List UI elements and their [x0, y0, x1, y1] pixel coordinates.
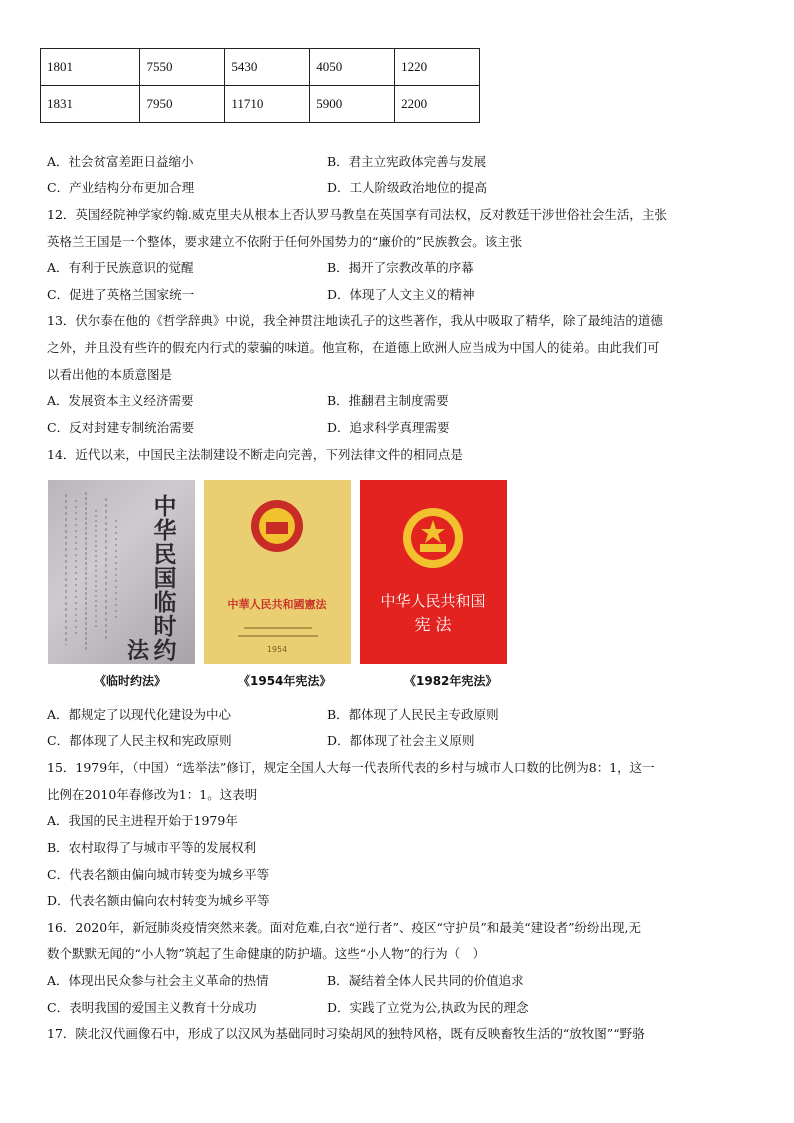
provisional-constitution-title-char: 民: [153, 541, 177, 568]
q11-options-row-1: [47, 153, 747, 171]
q13-stem-line-1: 13．伏尔泰在他的《哲学辞典》中说，我全神贯注地读孔子的这些著作，我从中吸取了精华，除了最纯洁的道德: [47, 313, 663, 328]
provisional-constitution-title-char: 约: [153, 637, 177, 664]
q12-option-c[interactable]: C．促进了英格兰国家统一: [47, 287, 195, 302]
table-row: [41, 49, 480, 86]
q14-option-b[interactable]: B．都体现了人民民主专政原则: [327, 707, 499, 722]
constitution-1982-subtitle: 宪 法: [414, 615, 452, 634]
q13-option-d[interactable]: D．追求科学真理需要: [327, 420, 450, 435]
table-cell: 4050: [310, 49, 395, 86]
q12-option-a[interactable]: A．有利于民族意识的觉醒: [47, 260, 194, 275]
table-cell: 1831: [41, 86, 140, 123]
provisional-constitution-title-char: 临: [153, 589, 177, 616]
q12-options-row-2: [47, 286, 747, 304]
q13-option-b[interactable]: B．推翻君主制度需要: [327, 393, 449, 408]
constitution-1954-graphic: [204, 480, 351, 664]
constitution-1954-image: [204, 480, 351, 664]
q11-option-d[interactable]: D．工人阶级政治地位的提高: [327, 180, 488, 195]
q11-option-b[interactable]: B．君主立宪政体完善与发展: [327, 154, 487, 169]
q12-stem-line-2: 英格兰王国是一个整体，要求建立不依附于任何外国势力的“廉价的”民族教会。该主张: [47, 234, 523, 249]
caption-constitution-1954: 《1954年宪法》: [238, 674, 332, 688]
q15-option-a[interactable]: A．我国的民主进程开始于1979年: [47, 813, 238, 828]
q11-option-a[interactable]: A．社会贫富差距日益缩小: [47, 154, 194, 169]
table-cell: 2200: [395, 86, 480, 123]
q16-stem-line-1: 16．2020年，新冠肺炎疫情突然来袭。面对危难,白衣“逆行者”、疫区“守护员”和最美“建设者”纷纷出现,无: [47, 920, 642, 935]
table-row: [41, 86, 480, 123]
caption-provisional-constitution: 《临时约法》: [94, 674, 167, 688]
constitution-1982-graphic: [360, 480, 507, 664]
q14-images: [48, 480, 508, 688]
q15-stem-line-1: 15．1979年，（中国）“选举法”修订，规定全国人大每一代表所代表的乡村与城市人口数的比例为8：1，这一: [47, 760, 655, 775]
constitution-1982-image: [360, 480, 507, 664]
q12-option-d[interactable]: D．体现了人文主义的精神: [327, 287, 475, 302]
table-cell: 11710: [225, 86, 310, 123]
q16-options-row-1: [47, 972, 747, 990]
table-cell: 7950: [140, 86, 225, 123]
q12-option-b[interactable]: B．揭开了宗教改革的序幕: [327, 260, 474, 275]
q11-option-c[interactable]: C．产业结构分布更加合理: [47, 180, 195, 195]
q11-options-row-2: [47, 179, 747, 197]
provisional-constitution-title-char: 时: [153, 613, 177, 640]
q16-option-d[interactable]: D．实践了立党为公,执政为民的理念: [327, 1000, 529, 1015]
q13-options-row-2: [47, 419, 747, 437]
table-cell: 7550: [140, 49, 225, 86]
q15-stem-line-2: 比例在2010年春修改为1：1。这表明: [47, 787, 258, 802]
q14-option-c[interactable]: C．都体现了人民主权和宪政原则: [47, 733, 232, 748]
q16-option-b[interactable]: B．凝结着全体人民共同的价值追求: [327, 973, 524, 988]
q13-option-c[interactable]: C．反对封建专制统治需要: [47, 420, 195, 435]
provisional-constitution-title-char: 国: [153, 565, 177, 592]
q16-option-c[interactable]: C．表明我国的爱国主义教育十分成功: [47, 1000, 257, 1015]
constitution-1982-title: 中华人民共和国: [380, 592, 486, 610]
q14-option-d[interactable]: D．都体现了社会主义原则: [327, 733, 475, 748]
q15-option-d[interactable]: D．代表名额由偏向农村转变为城乡平等: [47, 893, 270, 908]
table-cell: 1801: [41, 49, 140, 86]
q14-options-row-1: [47, 706, 747, 724]
table-cell: 1220: [395, 49, 480, 86]
constitution-1954-title: 中華人民共和國憲法: [227, 598, 327, 611]
q17-stem-line-1: 17．陕北汉代画像石中，形成了以汉风为基础同时习染胡风的独特风格，既有反映畜牧生活的“放牧图”“野骆: [47, 1026, 645, 1041]
q12-options-row-1: [47, 259, 747, 277]
provisional-constitution-title-char: 华: [153, 517, 177, 544]
q15-option-b[interactable]: B．农村取得了与城市平等的发展权利: [47, 840, 257, 855]
provisional-constitution-graphic: [48, 480, 195, 664]
table-cell: 5900: [310, 86, 395, 123]
q14-options-row-2: [47, 732, 747, 750]
q12-stem-line-1: 12．英国经院神学家约翰.威克里夫从根本上否认罗马教皇在英国享有司法权，反对教廷干涉世俗社会生活，主张: [47, 207, 667, 222]
data-table: [40, 48, 480, 123]
q14-option-a[interactable]: A．都规定了以现代化建设为中心: [47, 707, 232, 722]
q13-options-row-1: [47, 392, 747, 410]
q16-stem-line-2: 数个默默无闻的“小人物”筑起了生命健康的防护墙。这些“小人物”的行为（ ）: [47, 946, 486, 961]
q13-option-a[interactable]: A．发展资本主义经济需要: [47, 393, 194, 408]
constitution-1954-year: 1954: [266, 645, 288, 654]
q14-stem: 14．近代以来，中国民主法制建设不断走向完善，下列法律文件的相同点是: [47, 447, 463, 462]
provisional-constitution-title-char: 法: [126, 638, 150, 664]
q13-stem-line-3: 以看出他的本质意图是: [47, 367, 173, 382]
caption-constitution-1982: 《1982年宪法》: [404, 674, 498, 688]
provisional-constitution-title-char: 中: [153, 493, 177, 520]
q16-options-row-2: [47, 999, 747, 1017]
q16-option-a[interactable]: A．体现出民众参与社会主义革命的热情: [47, 973, 269, 988]
provisional-constitution-image: [48, 480, 195, 664]
table-cell: 5430: [225, 49, 310, 86]
q15-option-c[interactable]: C．代表名额由偏向城市转变为城乡平等: [47, 867, 270, 882]
q13-stem-line-2: 之外，并且没有些许的假充内行式的蒙骗的味道。他宣称，在道德上欧洲人应当成为中国人的徒弟。由此我们可: [47, 340, 660, 355]
